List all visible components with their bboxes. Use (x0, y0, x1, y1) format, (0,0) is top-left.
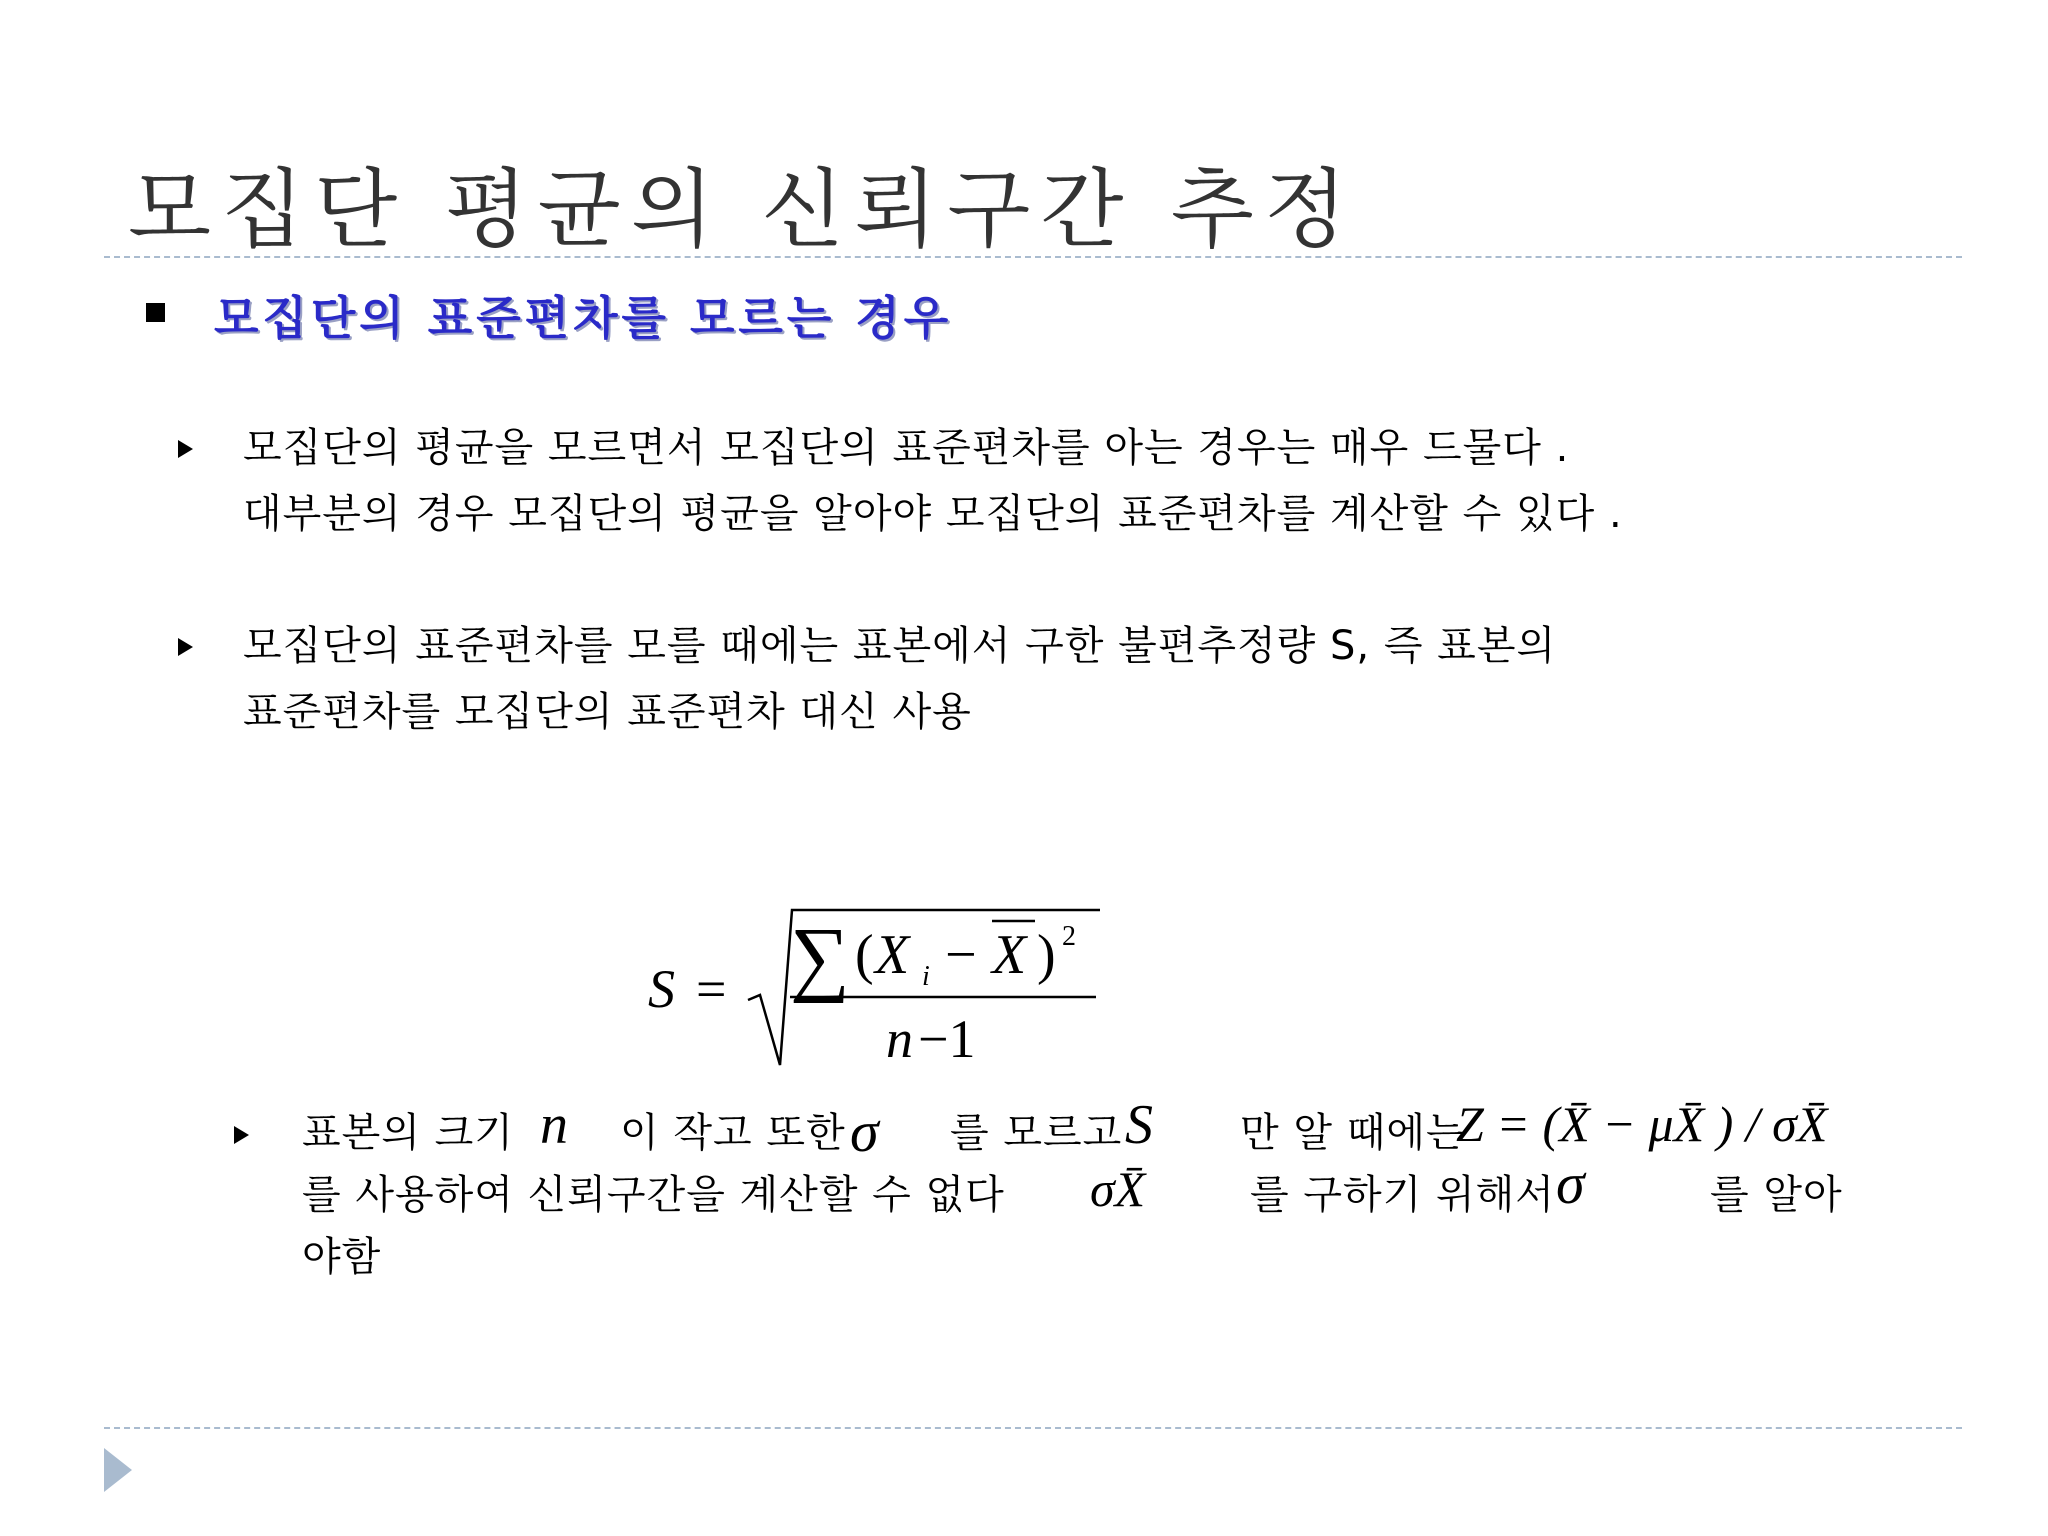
slide-title: 모집단 평균의 신뢰구간 추정 (128, 160, 1357, 260)
bullet-2-line-1: 모집단의 표준편차를 모를 때에는 표본에서 구한 불편추정량 S, 즉 표본의 (243, 623, 1557, 669)
section-heading: 모집단의 표준편차를 모르는 경우 (214, 291, 953, 345)
bullet-3-text-d: 만 알 때에는 (1240, 1110, 1466, 1156)
numerator-open: ( (855, 924, 874, 986)
denominator-minus-one: −1 (918, 1009, 976, 1069)
triangle-bullet-icon (178, 440, 193, 458)
formula-equals: = (696, 959, 727, 1019)
title-divider (104, 256, 1962, 258)
numerator-minus: − (945, 924, 977, 986)
triangle-bullet-icon (178, 638, 193, 656)
bullet-2-line-2: 표준편차를 모집단의 표준편차 대신 사용 (243, 689, 972, 735)
bullet-3-text-c: 를 모르고 (950, 1110, 1123, 1156)
bullet-3-text-a: 표본의 크기 (302, 1110, 514, 1156)
formula-svg (640, 895, 1120, 1075)
bullet-3-text-e: 를 사용하여 신뢰구간을 계산할 수 없다 (302, 1172, 1005, 1218)
square-bullet-icon (146, 303, 165, 322)
bullet-1-line-1: 모집단의 평균을 모르면서 모집단의 표준편차를 아는 경우는 매우 드물다 . (243, 425, 1570, 471)
bullet-3-text-b: 이 작고 또한 (620, 1110, 846, 1156)
sample-sd-formula (640, 895, 1120, 1075)
bullet-3-text-g: 를 알아 (1710, 1172, 1843, 1218)
z-formula: Z = (X̄ − μX̄ ) / σX̄ (1456, 1096, 1828, 1152)
bullet-1-line-2: 대부분의 경우 모집단의 평균을 알아야 모집단의 표준편차를 계산할 수 있다 . (243, 491, 1623, 537)
next-slide-arrow-icon[interactable] (104, 1448, 132, 1492)
footer-divider (104, 1427, 1962, 1429)
numerator-i: i (922, 961, 930, 992)
numerator-xbar: X (992, 924, 1027, 986)
sigma-symbol-2: σ (1556, 1151, 1585, 1216)
bullet-3-text-h: 야함 (302, 1234, 382, 1280)
bullet-1-text (243, 415, 1623, 547)
s-symbol: S (1125, 1094, 1153, 1156)
denominator-n: n (886, 1009, 913, 1069)
sigma-symbol: σ (850, 1099, 879, 1164)
sigma-xbar-symbol: σX̄ (1090, 1161, 1146, 1217)
triangle-bullet-icon (234, 1126, 249, 1144)
bullet-2-text (243, 613, 1556, 745)
sum-symbol: ∑ (790, 911, 850, 1004)
n-symbol: n (540, 1094, 568, 1156)
numerator-close: ) (1037, 924, 1056, 986)
bullet-3-text-f: 를 구하기 위해서 (1250, 1172, 1555, 1218)
formula-lhs: S (648, 959, 675, 1019)
numerator-square: 2 (1062, 921, 1076, 952)
numerator-xi: X (875, 924, 910, 986)
